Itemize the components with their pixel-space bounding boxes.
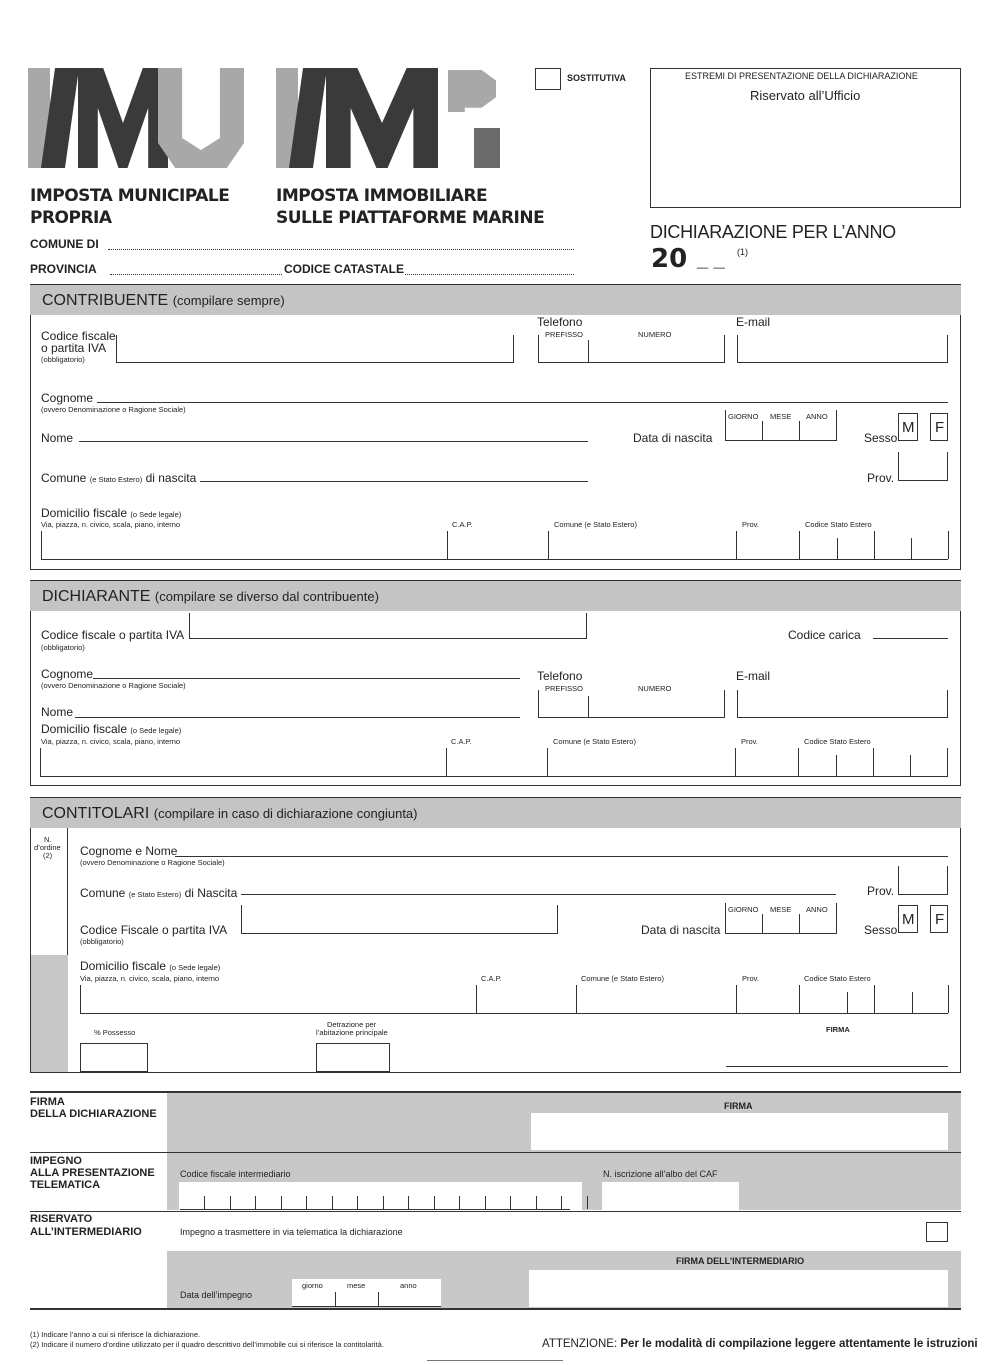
- cont-via-label: Via, piazza, n. civico, scala, piano, interno: [80, 974, 220, 983]
- n-ordine-3: (2): [43, 851, 53, 860]
- impi-logo: [276, 68, 506, 168]
- iscrizione-caf-label: N. iscrizione all’albo del CAF: [603, 1169, 718, 1179]
- year-input[interactable]: _ _: [697, 249, 725, 271]
- office-title: ESTREMI DI PRESENTAZIONE DELLA DICHIARAZIONE: [685, 71, 918, 81]
- imu-title-2: PROPRIA: [30, 208, 112, 228]
- codice-stato-label: Codice Stato Estero: [805, 520, 872, 529]
- dich-telefono-label: Telefono: [537, 669, 583, 683]
- codice-fiscale-label-1: Codice fiscale: [41, 329, 116, 343]
- prov-input[interactable]: [898, 452, 948, 481]
- contribuente-header: [30, 285, 961, 315]
- dich-email-input[interactable]: [737, 690, 948, 718]
- telefono-input[interactable]: [538, 335, 725, 363]
- cont-sesso-m: M: [902, 911, 915, 928]
- possesso-input[interactable]: [80, 1043, 148, 1072]
- cont-cognome-note: (ovvero Denominazione o Ragione Sociale): [80, 858, 225, 867]
- obbligatorio-note: (obbligatorio): [41, 355, 85, 364]
- dich-codice-fiscale-label: Codice fiscale o partita IVA: [41, 628, 185, 642]
- numero-label: NUMERO: [638, 330, 672, 339]
- cf-tick: [383, 1196, 384, 1209]
- comune-nascita-label: Comune (e Stato Estero) di nascita: [41, 471, 197, 485]
- cf-tick: [536, 1196, 537, 1209]
- cf-tick: [230, 1196, 231, 1209]
- domicilio-input[interactable]: [41, 559, 948, 560]
- dich-obbligatorio: (obbligatorio): [41, 643, 85, 652]
- n-ordine-gray: [31, 955, 68, 1072]
- cont-prov-label: Prov.: [867, 884, 895, 898]
- dich-codice-stato-label: Codice Stato Estero: [804, 737, 871, 746]
- imu-logo: [28, 68, 248, 168]
- impegno-label-3: TELEMATICA: [30, 1179, 101, 1191]
- dichiarante-subtitle: (compilare se diverso dal contribuente): [154, 589, 379, 604]
- impi-title-2: SULLE PIATTAFORME MARINE: [276, 208, 545, 228]
- riservato-label-2: ALL’INTERMEDIARIO: [30, 1226, 142, 1238]
- cont-cognome-nome-label: Cognome e Nome: [80, 844, 178, 858]
- comune-estero-label: Comune (e Stato Estero): [554, 520, 637, 529]
- codice-carica-input[interactable]: [873, 638, 948, 639]
- contribuente-subtitle: (compilare sempre): [172, 293, 285, 308]
- possesso-label: % Possesso: [94, 1028, 136, 1037]
- cont-prov-small-label: Prov.: [742, 974, 759, 983]
- cf-tick: [204, 1196, 205, 1209]
- cognome-note: (ovvero Denominazione o Ragione Sociale): [41, 405, 186, 414]
- cf-tick: [332, 1196, 333, 1209]
- cf-tick: [408, 1196, 409, 1209]
- cont-anno-label: ANNO: [806, 905, 828, 914]
- dich-nome-label: Nome: [41, 705, 74, 719]
- cont-codice-stato-label: Codice Stato Estero: [804, 974, 871, 983]
- n-ordine-2: d’ordine: [34, 843, 61, 852]
- cont-data-nascita-label: Data di nascita: [641, 923, 721, 937]
- office-subtitle: Riservato all’Ufficio: [750, 88, 861, 103]
- data-impegno-label: Data dell’impegno: [180, 1290, 253, 1300]
- cap-label: C.A.P.: [452, 520, 473, 529]
- domicilio-label: Domicilio fiscale (o Sede legale): [41, 506, 182, 520]
- cont-obbligatorio: (obbligatorio): [80, 937, 124, 946]
- contribuente-title: CONTRIBUENTE: [42, 292, 169, 309]
- dich-email-label: E-mail: [736, 669, 771, 683]
- anno-label: ANNO: [806, 412, 828, 421]
- cont-comune-nascita-label: Comune (e Stato Estero) di Nascita: [80, 886, 238, 900]
- dich-cognome-label: Cognome: [41, 667, 94, 681]
- dich-cap-label: C.A.P.: [451, 737, 472, 746]
- nome-label: Nome: [41, 431, 74, 445]
- year-note: (1): [737, 247, 748, 257]
- imu-title-1: IMPOSTA MUNICIPALE: [30, 186, 230, 206]
- detrazione-label-2: l’abitazione principale: [316, 1028, 388, 1037]
- dich-prov-small-label: Prov.: [741, 737, 758, 746]
- dich-comune-estero-label: Comune (e Stato Estero): [553, 737, 636, 746]
- mese-small: mese: [347, 1281, 366, 1290]
- cont-cognome-nome-input[interactable]: [175, 856, 948, 857]
- contitolari-subtitle: (compilare in caso di dichiarazione congiunta): [153, 806, 418, 821]
- firma-dich-label-1: FIRMA: [30, 1096, 65, 1108]
- prefisso-label: PREFISSO: [545, 330, 583, 339]
- dich-domicilio-input[interactable]: [40, 776, 948, 777]
- cont-firma-label: FIRMA: [826, 1025, 850, 1034]
- comune-field[interactable]: [108, 249, 574, 250]
- firma-dich-firma: FIRMA: [724, 1101, 753, 1111]
- cont-codice-fiscale-input[interactable]: [241, 905, 558, 934]
- giorno-label: GIORNO: [728, 412, 759, 421]
- codice-catastale-label: CODICE CATASTALE: [284, 262, 404, 276]
- dichiarante-title: DICHIARANTE: [42, 588, 151, 605]
- dich-cognome-note: (ovvero Denominazione o Ragione Sociale): [41, 681, 186, 690]
- cont-sesso-f-box[interactable]: [930, 905, 948, 933]
- nome-input[interactable]: [79, 441, 588, 442]
- cognome-label: Cognome: [41, 391, 94, 405]
- provincia-field[interactable]: [110, 274, 282, 275]
- codice-intermediario-label: Codice fiscale intermediario: [180, 1169, 291, 1179]
- comune-nascita-input[interactable]: [200, 481, 588, 482]
- cf-tick: [434, 1196, 435, 1209]
- cf-tick: [306, 1196, 307, 1209]
- cf-tick: [357, 1196, 358, 1209]
- sesso-label: Sesso: [864, 431, 898, 445]
- cont-domicilio-input[interactable]: [80, 1013, 948, 1014]
- telefono-label: Telefono: [537, 315, 583, 329]
- codice-fiscale-input[interactable]: [116, 335, 514, 363]
- dich-cognome-input[interactable]: [93, 678, 520, 679]
- cont-prov-input[interactable]: [898, 866, 948, 895]
- dich-domicilio-label: Domicilio fiscale (o Sede legale): [41, 722, 182, 736]
- cont-firma-input[interactable]: [726, 1066, 948, 1067]
- cf-tick: [561, 1196, 562, 1209]
- contitolari-header: [30, 798, 961, 828]
- cont-mese-label: MESE: [770, 905, 792, 914]
- attenzione-note: ATTENZIONE: Per le modalità di compilazione leggere attentamente le istruzioni: [542, 1338, 978, 1350]
- cont-codice-fiscale-label: Codice Fiscale o partita IVA: [80, 923, 228, 937]
- codice-intermediario-input[interactable]: [179, 1182, 582, 1210]
- email-label: E-mail: [736, 315, 771, 329]
- footnote-1: (1) Indicare l’anno a cui si riferisce la dichiarazione.: [30, 1330, 201, 1339]
- impegno-checkbox[interactable]: [926, 1222, 948, 1242]
- provincia-label: PROVINCIA: [30, 262, 97, 276]
- cf-tick: [587, 1196, 588, 1209]
- cont-sesso-label: Sesso: [864, 923, 898, 937]
- impegno-trasmettere-label: Impegno a trasmettere in via telematica la dichiarazione: [180, 1227, 403, 1237]
- cf-tick: [281, 1196, 282, 1209]
- year-prefix: 20: [651, 244, 688, 274]
- riservato-label-1: RISERVATO: [30, 1213, 93, 1225]
- sesso-m-box[interactable]: [898, 413, 918, 441]
- cf-tick: [510, 1196, 511, 1209]
- data-nascita-input[interactable]: [725, 410, 837, 441]
- codice-catastale-field[interactable]: [405, 274, 574, 275]
- sesso-f: F: [935, 419, 945, 436]
- codice-carica-label: Codice carica: [788, 628, 861, 642]
- cont-comune-estero-label: Comune (e Stato Estero): [581, 974, 664, 983]
- dich-codice-fiscale-input[interactable]: [189, 613, 587, 639]
- detrazione-input[interactable]: [316, 1043, 390, 1072]
- cont-comune-nascita-input[interactable]: [241, 894, 836, 895]
- impegno-label-2: ALLA PRESENTAZIONE: [30, 1167, 155, 1179]
- cont-sesso-f: F: [935, 911, 945, 928]
- prov-small-label: Prov.: [742, 520, 759, 529]
- comune-label: COMUNE DI: [30, 237, 99, 251]
- detrazione-label-1: Detrazione per: [327, 1020, 377, 1029]
- cf-tick: [459, 1196, 460, 1209]
- footnote-2: (2) Indicare il numero d’ordine utilizzato per il quadro descrittivo dell’immobile cui si riferisce la contitolarità.: [30, 1340, 384, 1349]
- sesso-m: M: [902, 419, 915, 436]
- contitolari-title: CONTITOLARI: [42, 805, 150, 822]
- anno-small: anno: [400, 1281, 417, 1290]
- prov-label: Prov.: [867, 471, 895, 485]
- codice-fiscale-label-2: o partita IVA: [41, 341, 107, 355]
- dichiarante-header: [30, 581, 961, 611]
- mese-label: MESE: [770, 412, 792, 421]
- dichiarazione-anno-label: DICHIARAZIONE PER L’ANNO: [650, 222, 896, 242]
- cf-tick: [485, 1196, 486, 1209]
- iscrizione-caf-input[interactable]: [602, 1182, 739, 1210]
- via-label: Via, piazza, n. civico, scala, piano, interno: [41, 520, 181, 529]
- cognome-input[interactable]: [97, 402, 948, 403]
- cont-giorno-label: GIORNO: [728, 905, 759, 914]
- cf-tick: [255, 1196, 256, 1209]
- firma-intermediario-label: FIRMA DELL’INTERMEDIARIO: [676, 1256, 805, 1266]
- sostitutiva-checkbox[interactable]: [535, 68, 561, 90]
- dich-prefisso-label: PREFISSO: [545, 684, 583, 693]
- impi-title-1: IMPOSTA IMMOBILIARE: [276, 186, 488, 206]
- email-input[interactable]: [737, 335, 948, 363]
- cont-sesso-m-box[interactable]: [898, 905, 918, 933]
- cont-data-nascita-input[interactable]: [725, 903, 837, 934]
- dich-via-label: Via, piazza, n. civico, scala, piano, interno: [41, 737, 181, 746]
- dich-nome-input[interactable]: [75, 717, 520, 718]
- dich-telefono-input[interactable]: [538, 690, 725, 718]
- sostitutiva-label: SOSTITUTIVA: [567, 73, 626, 83]
- sesso-f-box[interactable]: [930, 413, 948, 441]
- n-ordine-1: N.: [44, 835, 52, 844]
- impegno-label-1: IMPEGNO: [30, 1155, 82, 1167]
- cont-cap-label: C.A.P.: [481, 974, 502, 983]
- firma-intermediario-input[interactable]: [529, 1270, 948, 1307]
- firma-dich-label-2: DELLA DICHIARAZIONE: [30, 1108, 157, 1120]
- giorno-small: giorno: [302, 1281, 323, 1290]
- n-ordine-input[interactable]: [34, 862, 64, 952]
- data-nascita-label: Data di nascita: [633, 431, 713, 445]
- cont-domicilio-label: Domicilio fiscale (o Sede legale): [80, 959, 221, 973]
- dich-numero-label: NUMERO: [638, 684, 672, 693]
- firma-dich-input[interactable]: [531, 1113, 948, 1150]
